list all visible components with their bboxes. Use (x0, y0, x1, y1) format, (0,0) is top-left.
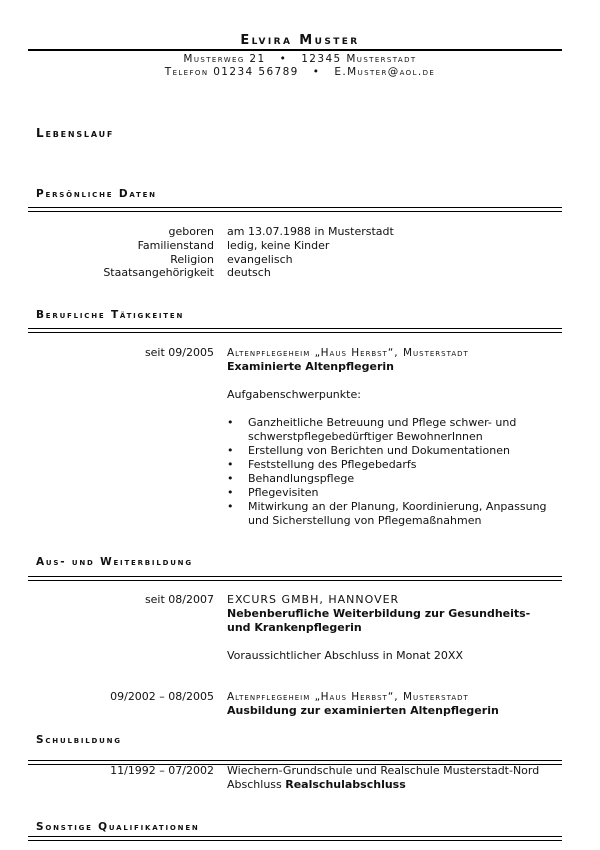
education-date: 09/2002 – 08/2005 (110, 690, 214, 703)
section-title-school: Schulbildung (36, 734, 122, 746)
task-text: Mitwirkung an der Planung, Koordinierung, Anpassung und Sicherstellung von Pflegemaßnahmen (248, 500, 547, 527)
education-note: Voraussichtlicher Abschluss in Monat 20XX (227, 649, 463, 662)
task-text: Behandlungspflege (248, 472, 355, 485)
school-date: 11/1992 – 07/2002 (110, 764, 214, 777)
section-title-personal: Persönliche Daten (36, 188, 157, 200)
work-date: seit 09/2005 (144, 346, 214, 359)
separator-dot: • (279, 53, 288, 65)
personal-value: ledig, keine Kinder (227, 239, 330, 252)
task-list (227, 416, 547, 528)
contact-line (0, 66, 600, 78)
school-degree-line (227, 778, 567, 792)
task-text: Ganzheitliche Betreuung und Pflege schwer- und schwerstpflegebedürftiger BewohnerInnen (248, 416, 517, 443)
list-item (227, 416, 547, 444)
education-institution: EXCURS GMBH, HANNOVER (227, 593, 400, 606)
section-title-other: Sonstige Qualifikationen (36, 821, 200, 833)
address-line (0, 53, 600, 65)
list-item (227, 500, 547, 528)
section-rule (28, 207, 562, 212)
list-item (227, 458, 547, 472)
personal-label: Staatsangehörigkeit (103, 266, 214, 279)
applicant-name: Elvira Muster (240, 33, 360, 48)
phone: Telefon 01234 56789 (164, 66, 299, 78)
email[interactable]: E.Muster@aol.de (334, 66, 436, 78)
bullet: • (227, 500, 234, 513)
degree-prefix: Abschluss (227, 778, 282, 791)
education-date: seit 08/2007 (144, 593, 214, 606)
list-item (227, 444, 547, 458)
tasks-heading: Aufgabenschwerpunkte: (227, 388, 361, 401)
personal-label: Religion (170, 253, 214, 266)
task-text: Pflegevisiten (248, 486, 319, 499)
task-text: Erstellung von Berichten und Dokumentationen (248, 444, 510, 457)
personal-label: geboren (168, 225, 214, 238)
bullet: • (227, 458, 234, 471)
list-item (227, 486, 547, 500)
address-city: 12345 Musterstadt (301, 53, 417, 65)
bullet: • (227, 416, 234, 429)
work-employer: Altenpflegeheim „Haus Herbst“, Musterstadt (227, 347, 469, 359)
section-title-education: Aus- und Weiterbildung (36, 556, 193, 568)
section-title-work: Berufliche Tätigkeiten (36, 309, 185, 321)
personal-value: deutsch (227, 266, 271, 279)
education-title: Nebenberufliche Weiterbildung zur Gesundheits- und Krankenpflegerin (227, 607, 531, 634)
degree: Realschulabschluss (285, 778, 406, 791)
bullet: • (227, 486, 234, 499)
section-rule (28, 328, 562, 333)
list-item (227, 472, 547, 486)
education-title: Ausbildung zur examinierten Altenpflegerin (227, 704, 499, 717)
section-rule (28, 836, 562, 841)
bullet: • (227, 444, 234, 457)
header-rule (28, 49, 562, 51)
task-text: Feststellung des Pflegebedarfs (248, 458, 417, 471)
personal-value: evangelisch (227, 253, 293, 266)
bullet: • (227, 472, 234, 485)
address-street: Musterweg 21 (183, 53, 266, 65)
education-institution: Altenpflegeheim „Haus Herbst“, Musterstadt (227, 691, 469, 703)
separator-dot: • (312, 66, 321, 78)
section-rule (28, 576, 562, 581)
work-role: Examinierte Altenpflegerin (227, 360, 394, 373)
personal-value: am 13.07.1988 in Musterstadt (227, 225, 394, 238)
personal-label: Familienstand (137, 239, 214, 252)
page-title: Lebenslauf (36, 126, 115, 140)
school-name: Wiechern-Grundschule und Realschule Musterstadt-Nord (227, 764, 540, 777)
